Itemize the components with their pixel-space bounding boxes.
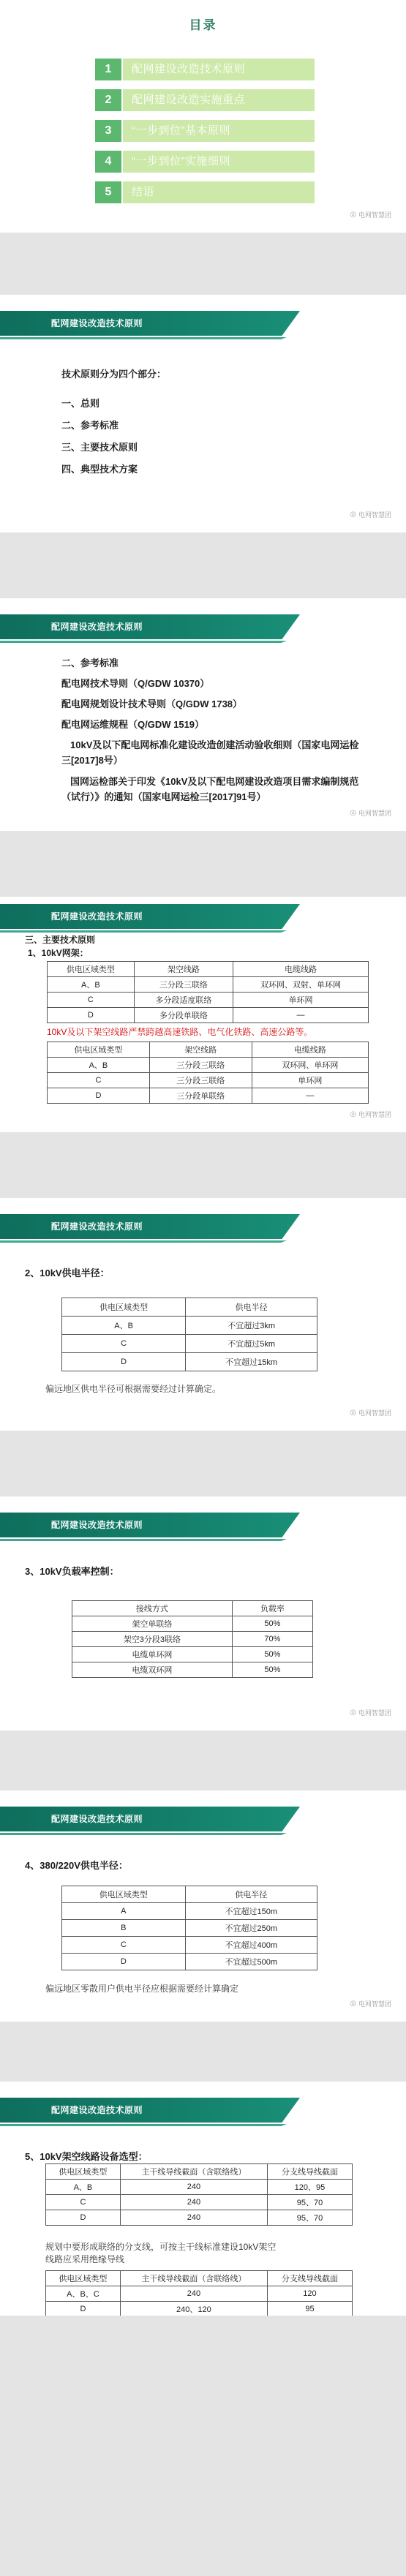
table-cell: A — [62, 1903, 186, 1920]
banner-title: 配网建设改造技术原则 — [51, 2105, 143, 2115]
table-cell: D — [48, 1088, 150, 1104]
section-banner — [0, 1214, 307, 1239]
table-cell: 不宜超过150m — [185, 1903, 317, 1920]
warning-note: 10kV及以下架空线路严禁跨越高速铁路、电气化铁路、高速公路等。 — [47, 1027, 313, 1037]
table-row — [48, 1088, 369, 1104]
table-cell: D — [46, 2210, 121, 2226]
toc-item-number: 5 — [95, 181, 121, 203]
table-row — [48, 1058, 369, 1073]
table-cell: 240 — [120, 2195, 267, 2210]
toc-item-label: “一步到位”基本原则 — [123, 120, 315, 142]
table-header-row — [62, 1886, 317, 1903]
wechat-icon: ◎ — [350, 1409, 356, 1417]
table-cell: 70% — [232, 1632, 312, 1647]
table-cell: 240、120 — [120, 2302, 267, 2316]
table-cell: 架空3分段3联络 — [72, 1632, 233, 1647]
table-row — [48, 1008, 369, 1023]
banner-title: 配网建设改造技术原则 — [51, 622, 143, 632]
table-header-cell: 供电区域类型 — [48, 1042, 150, 1058]
table-header-cell: 供电区域类型 — [62, 1886, 186, 1903]
wechat-icon: ◎ — [350, 1110, 356, 1118]
table-row — [72, 1662, 313, 1678]
section-banner — [0, 1807, 307, 1831]
slide-380v-radius — [0, 1790, 406, 2022]
toc-item-label: 配网建设改造实施重点 — [123, 89, 315, 111]
table-cell: 95、70 — [267, 2195, 352, 2210]
overview-item: 四、典型技术方案 — [61, 464, 138, 475]
table-header-cell: 架空线路 — [149, 1042, 252, 1058]
low-voltage-radius-table — [61, 1886, 317, 1970]
table-cell: A、B、C — [46, 2286, 121, 2302]
toc-item — [95, 181, 315, 203]
table-cell: 不宜超过500m — [185, 1954, 317, 1970]
slide-reference-standards — [0, 598, 406, 831]
table-row — [48, 1073, 369, 1088]
table-cell: 三分段三联络 — [149, 1058, 252, 1073]
table-cell: 三分段三联络 — [149, 1073, 252, 1088]
table-cell: 240 — [120, 2210, 267, 2226]
table-cell: 50% — [232, 1616, 312, 1632]
table-header-cell: 供电区域类型 — [48, 962, 135, 977]
slide-toc — [0, 0, 406, 233]
table-cell: D — [46, 2302, 121, 2316]
table-header-cell: 分支线导线截面 — [267, 2271, 352, 2286]
grid-table-2 — [47, 1042, 369, 1104]
standard-line: 国网运检部关于印发《10kV及以下配电网建设改造项目需求编制规范（试行）》的通知（国家电网运检三[2017]91号） — [61, 776, 359, 802]
table-cell: 多分段适度联络 — [134, 993, 233, 1008]
toc-title: 目录 — [189, 18, 217, 32]
table-cell: 120、95 — [267, 2180, 352, 2195]
watermark: ◎ 电网智慧团 — [350, 1409, 391, 1417]
load-rate-table — [72, 1600, 313, 1678]
standard-line: 配电网技术导则（Q/GDW 10370） — [61, 678, 210, 689]
table-header-row — [46, 2164, 353, 2180]
table-cell: 不宜超过15km — [186, 1353, 317, 1371]
overview-item: 二、参考标准 — [61, 420, 119, 431]
toc-item-number: 2 — [95, 89, 121, 111]
banner-title: 配网建设改造技术原则 — [51, 911, 143, 922]
table-cell: D — [62, 1954, 186, 1970]
table-header-cell: 电缆线路 — [252, 1042, 368, 1058]
slide-principles-overview — [0, 295, 406, 532]
table-cell: 架空单联络 — [72, 1616, 233, 1632]
table-cell: 双环网、双射、单环网 — [233, 977, 369, 993]
section-banner — [0, 1513, 307, 1537]
table-row — [72, 1647, 313, 1662]
table-cell: 50% — [232, 1647, 312, 1662]
table-row — [46, 2302, 353, 2316]
radius-table — [61, 1298, 317, 1371]
banner-title: 配网建设改造技术原则 — [51, 1814, 143, 1824]
table-cell: 240 — [120, 2180, 267, 2195]
table-header-cell: 主干线导线截面（含联络线） — [120, 2271, 267, 2286]
watermark: ◎ 电网智慧团 — [350, 2000, 391, 2008]
table-header-row — [48, 962, 369, 977]
watermark: ◎ 电网智慧团 — [350, 1110, 391, 1118]
table-row — [46, 2210, 353, 2226]
table-cell: 不宜超过400m — [185, 1937, 317, 1954]
table-cell: 单环网 — [233, 993, 369, 1008]
table-cell: D — [48, 1008, 135, 1023]
table-row — [46, 2180, 353, 2195]
table-header-cell: 接线方式 — [72, 1601, 233, 1616]
table-header-row — [72, 1601, 313, 1616]
table-row — [72, 1616, 313, 1632]
table-row — [62, 1920, 317, 1937]
standard-line: 10kV及以下配电网标准化建设改造创建活动验收细则（国家电网运检三[2017]8号） — [61, 739, 359, 766]
table-cell: 95、70 — [267, 2210, 352, 2226]
toc-item — [95, 120, 315, 142]
table-row — [72, 1632, 313, 1647]
table-cell: C — [62, 1937, 186, 1954]
table-header-cell: 供电区域类型 — [46, 2271, 121, 2286]
table-header-cell: 分支线导线截面 — [267, 2164, 352, 2180]
intro-text: 技术原则分为四个部分： — [61, 369, 167, 380]
overview-item: 一、总则 — [61, 398, 100, 409]
table-row — [46, 2195, 353, 2210]
table-header-cell: 供电半径 — [186, 1298, 317, 1317]
table-cell: 三分段单联络 — [149, 1088, 252, 1104]
table-cell: — — [252, 1088, 368, 1104]
table-header-cell: 架空线路 — [134, 962, 233, 977]
toc-item-number: 3 — [95, 120, 121, 142]
table-header-row — [62, 1298, 317, 1317]
table-header-cell: 供电半径 — [185, 1886, 317, 1903]
toc-item-label: “一步到位”实施细则 — [123, 151, 315, 173]
table-cell: A、B — [48, 1058, 150, 1073]
slide-10kv-radius — [0, 1198, 406, 1431]
table-row — [46, 2286, 353, 2302]
table-cell: 240 — [120, 2286, 267, 2302]
watermark: ◎ 电网智慧团 — [350, 1709, 391, 1717]
wechat-icon: ◎ — [350, 2000, 356, 2008]
banner-title: 配网建设改造技术原则 — [51, 1520, 143, 1530]
table-header-cell: 主干线导线截面（含联络线） — [120, 2164, 267, 2180]
wechat-icon: ◎ — [350, 809, 356, 817]
subsection-title: 4、380/220V供电半径： — [25, 1860, 128, 1871]
subsection-title: 3、10kV负载率控制： — [25, 1566, 119, 1577]
table-row — [62, 1335, 317, 1353]
radius-note: 偏远地区供电半径可根据需要经过计算确定。 — [45, 1384, 222, 1394]
table-header-cell: 供电区域类型 — [46, 2164, 121, 2180]
subsection-title: 2、10kV供电半径： — [25, 1268, 110, 1278]
toc-item — [95, 151, 315, 173]
table-row — [48, 993, 369, 1008]
table-row — [62, 1903, 317, 1920]
section-banner — [0, 904, 307, 929]
standard-line: 配电网规划设计技术导则（Q/GDW 1738） — [61, 698, 243, 709]
table-cell: C — [46, 2195, 121, 2210]
table-header-cell: 电缆线路 — [233, 962, 369, 977]
overview-item: 三、主要技术原则 — [61, 442, 138, 453]
toc-item-number: 1 — [95, 59, 121, 80]
table-cell: 50% — [232, 1662, 312, 1678]
table-cell: D — [62, 1353, 186, 1371]
watermark: ◎ 电网智慧团 — [350, 809, 391, 817]
wechat-icon: ◎ — [350, 1709, 356, 1717]
table-cell: C — [48, 993, 135, 1008]
slide-10kv-grid — [0, 897, 406, 1132]
table-cell: 电缆单环网 — [72, 1647, 233, 1662]
banner-title: 配网建设改造技术原则 — [51, 318, 143, 328]
conductor-note: 规划中要形成联络的分支线，可按主干线标准建设10kV架空线路应采用绝缘导线 — [45, 2242, 277, 2264]
table-row — [62, 1317, 317, 1335]
section-heading: 二、参考标准 — [61, 658, 119, 669]
table-cell: A、B — [48, 977, 135, 993]
table-cell: B — [62, 1920, 186, 1937]
toc-item-label: 配网建设改造技术原则 — [123, 59, 315, 80]
table-cell: C — [62, 1335, 186, 1353]
table-cell: 120 — [267, 2286, 352, 2302]
toc-item-label: 结语 — [123, 181, 315, 203]
table-header-row — [46, 2271, 353, 2286]
subsection-title: 5、10kV架空线路设备选型： — [25, 2151, 148, 2162]
section-banner — [0, 614, 307, 639]
standard-line: 配电网运维规程（Q/GDW 1519） — [61, 719, 205, 730]
table-cell: 多分段单联络 — [134, 1008, 233, 1023]
table-cell: 95 — [267, 2302, 352, 2316]
wechat-icon: ◎ — [350, 211, 356, 219]
low-voltage-note: 偏远地区零散用户供电半径应根据需要经计算确定 — [45, 1984, 239, 1994]
conductor-table-2 — [45, 2270, 353, 2316]
section-banner — [0, 311, 307, 336]
table-row — [62, 1937, 317, 1954]
grid-table-1 — [47, 961, 369, 1023]
table-cell: A、B — [62, 1317, 186, 1335]
table-header-cell: 负载率 — [232, 1601, 312, 1616]
table-cell: 电缆双环网 — [72, 1662, 233, 1678]
table-row — [62, 1954, 317, 1970]
subsection-title: 1、10kV网架： — [28, 948, 89, 958]
slide-conductor-selection — [0, 2082, 406, 2316]
watermark: ◎ 电网智慧团 — [350, 511, 391, 519]
section-banner — [0, 2098, 307, 2123]
table-cell: C — [48, 1073, 150, 1088]
table-cell: 不宜超过5km — [186, 1335, 317, 1353]
toc-item-number: 4 — [95, 151, 121, 173]
table-cell: 单环网 — [252, 1073, 368, 1088]
conductor-table-1 — [45, 2163, 353, 2226]
table-cell: — — [233, 1008, 369, 1023]
wechat-icon: ◎ — [350, 511, 356, 519]
table-cell: 不宜超过3km — [186, 1317, 317, 1335]
banner-title: 配网建设改造技术原则 — [51, 1221, 143, 1232]
table-cell: 三分段三联络 — [134, 977, 233, 993]
table-cell: A、B — [46, 2180, 121, 2195]
table-cell: 双环网、单环网 — [252, 1058, 368, 1073]
table-row — [62, 1353, 317, 1371]
toc-item — [95, 59, 315, 80]
slide-load-rate — [0, 1496, 406, 1730]
table-cell: 不宜超过250m — [185, 1920, 317, 1937]
watermark: ◎ 电网智慧团 — [350, 211, 391, 219]
table-row — [48, 977, 369, 993]
table-header-cell: 供电区域类型 — [62, 1298, 186, 1317]
section-heading: 三、主要技术原则 — [25, 935, 96, 945]
toc-item — [95, 89, 315, 111]
table-header-row — [48, 1042, 369, 1058]
